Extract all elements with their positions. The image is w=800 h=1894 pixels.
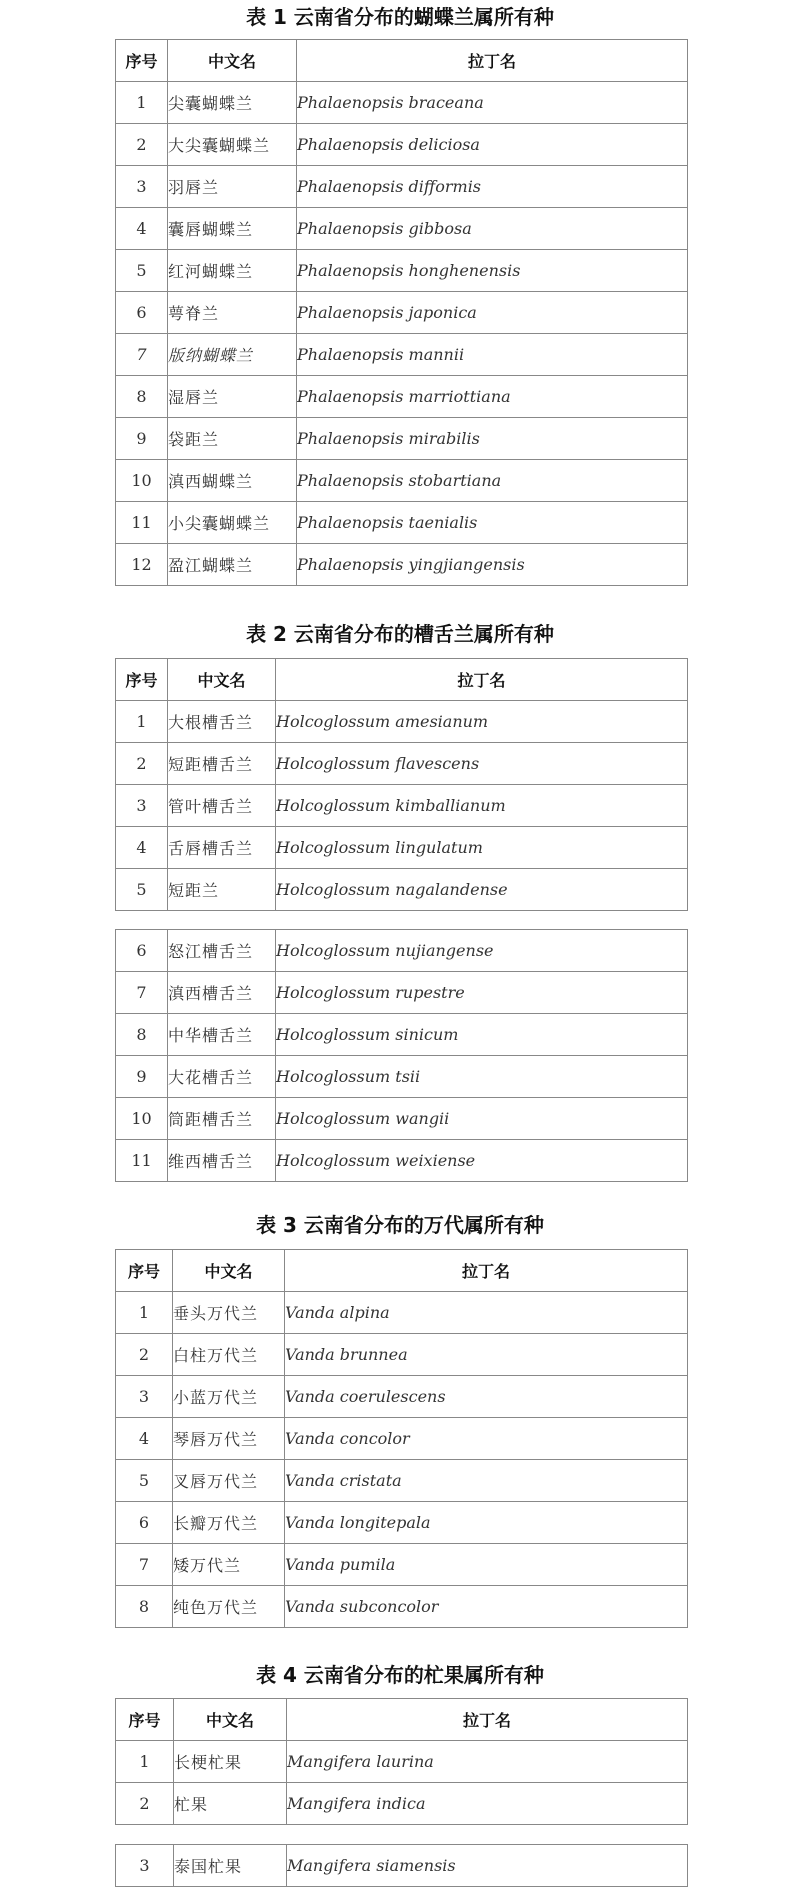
- cell-number: 8: [116, 1586, 173, 1628]
- cell-chinese-name: 袋距兰: [168, 418, 297, 460]
- cell-chinese-name: 小尖囊蝴蝶兰: [168, 502, 297, 544]
- cell-latin-name: Holcoglossum lingulatum: [276, 827, 688, 869]
- cell-number: 7: [116, 334, 168, 376]
- cell-number: 8: [116, 1014, 168, 1056]
- column-header-latin-name: 拉丁名: [287, 1699, 688, 1741]
- table-row: [116, 1460, 688, 1502]
- cell-number: 1: [116, 82, 168, 124]
- cell-number: 4: [116, 1418, 173, 1460]
- column-header-chinese-name: 中文名: [168, 659, 276, 701]
- cell-number: 2: [116, 1783, 174, 1825]
- cell-latin-name: Phalaenopsis mirabilis: [297, 418, 688, 460]
- table-row: [116, 743, 688, 785]
- cell-latin-name: Vanda subconcolor: [285, 1586, 688, 1628]
- cell-number: 7: [116, 1544, 173, 1586]
- cell-number: 6: [116, 930, 168, 972]
- cell-chinese-name: 尖囊蝴蝶兰: [168, 82, 297, 124]
- table-header-row: [116, 1250, 688, 1292]
- cell-number: 9: [116, 418, 168, 460]
- column-header-number: 序号: [116, 1250, 173, 1292]
- cell-chinese-name: 盈江蝴蝶兰: [168, 544, 297, 586]
- table-row: [116, 1544, 688, 1586]
- table-row: [116, 1334, 688, 1376]
- table-header-row: [116, 1699, 688, 1741]
- table-4: [115, 1698, 688, 1825]
- cell-latin-name: Holcoglossum amesianum: [276, 701, 688, 743]
- cell-chinese-name: 维西槽舌兰: [168, 1140, 276, 1182]
- table-row: [116, 1014, 688, 1056]
- table-row: [116, 930, 688, 972]
- cell-latin-name: Phalaenopsis stobartiana: [297, 460, 688, 502]
- cell-latin-name: Phalaenopsis yingjiangensis: [297, 544, 688, 586]
- cell-number: 1: [116, 701, 168, 743]
- cell-latin-name: Holcoglossum weixiense: [276, 1140, 688, 1182]
- cell-latin-name: Phalaenopsis gibbosa: [297, 208, 688, 250]
- cell-chinese-name: 大根槽舌兰: [168, 701, 276, 743]
- cell-chinese-name: 管叶槽舌兰: [168, 785, 276, 827]
- cell-number: 10: [116, 460, 168, 502]
- cell-latin-name: Holcoglossum nagalandense: [276, 869, 688, 911]
- cell-latin-name: Holcoglossum rupestre: [276, 972, 688, 1014]
- cell-latin-name: Vanda concolor: [285, 1418, 688, 1460]
- cell-chinese-name: 怒江槽舌兰: [168, 930, 276, 972]
- table-row: [116, 1586, 688, 1628]
- table-row: [116, 869, 688, 911]
- cell-latin-name: Phalaenopsis honghenensis: [297, 250, 688, 292]
- table-row: [116, 166, 688, 208]
- table-3-caption: 表 3 云南省分布的万代属所有种: [256, 1213, 544, 1237]
- cell-number: 1: [116, 1741, 174, 1783]
- cell-number: 11: [116, 502, 168, 544]
- cell-chinese-name: 杧果: [174, 1783, 287, 1825]
- cell-chinese-name: 滇西蝴蝶兰: [168, 460, 297, 502]
- column-header-latin-name: 拉丁名: [297, 40, 688, 82]
- table-2-caption: 表 2 云南省分布的槽舌兰属所有种: [246, 622, 554, 646]
- table-row: [116, 972, 688, 1014]
- cell-number: 4: [116, 208, 168, 250]
- table-row: [116, 460, 688, 502]
- cell-chinese-name: 长瓣万代兰: [173, 1502, 285, 1544]
- cell-latin-name: Holcoglossum flavescens: [276, 743, 688, 785]
- cell-chinese-name: 矮万代兰: [173, 1544, 285, 1586]
- table-row: [116, 124, 688, 166]
- cell-number: 2: [116, 1334, 173, 1376]
- cell-chinese-name: 版纳蝴蝶兰: [168, 334, 297, 376]
- table-row: [116, 701, 688, 743]
- cell-number: 10: [116, 1098, 168, 1140]
- column-header-chinese-name: 中文名: [174, 1699, 287, 1741]
- table-row: [116, 1056, 688, 1098]
- cell-chinese-name: 白柱万代兰: [173, 1334, 285, 1376]
- cell-latin-name: Phalaenopsis braceana: [297, 82, 688, 124]
- cell-number: 2: [116, 124, 168, 166]
- cell-latin-name: Mangifera indica: [287, 1783, 688, 1825]
- table-row: [116, 544, 688, 586]
- table-row: [116, 785, 688, 827]
- cell-chinese-name: 筒距槽舌兰: [168, 1098, 276, 1140]
- cell-chinese-name: 滇西槽舌兰: [168, 972, 276, 1014]
- cell-chinese-name: 泰国杧果: [174, 1845, 287, 1887]
- table-row: [116, 418, 688, 460]
- cell-number: 11: [116, 1140, 168, 1182]
- table-row: [116, 334, 688, 376]
- cell-latin-name: Vanda coerulescens: [285, 1376, 688, 1418]
- column-header-latin-name: 拉丁名: [285, 1250, 688, 1292]
- cell-number: 3: [116, 166, 168, 208]
- table-2-continued: [115, 929, 688, 1182]
- table-3: [115, 1249, 688, 1628]
- cell-latin-name: Phalaenopsis japonica: [297, 292, 688, 334]
- table-row: [116, 1502, 688, 1544]
- cell-latin-name: Vanda cristata: [285, 1460, 688, 1502]
- cell-number: 5: [116, 250, 168, 292]
- cell-number: 3: [116, 785, 168, 827]
- cell-number: 2: [116, 743, 168, 785]
- table-row: [116, 82, 688, 124]
- cell-number: 7: [116, 972, 168, 1014]
- column-header-number: 序号: [116, 1699, 174, 1741]
- table-row: [116, 208, 688, 250]
- cell-chinese-name: 红河蝴蝶兰: [168, 250, 297, 292]
- table-row: [116, 1098, 688, 1140]
- cell-latin-name: Phalaenopsis deliciosa: [297, 124, 688, 166]
- cell-number: 6: [116, 292, 168, 334]
- cell-latin-name: Holcoglossum sinicum: [276, 1014, 688, 1056]
- cell-chinese-name: 中华槽舌兰: [168, 1014, 276, 1056]
- cell-chinese-name: 囊唇蝴蝶兰: [168, 208, 297, 250]
- cell-number: 9: [116, 1056, 168, 1098]
- cell-chinese-name: 小蓝万代兰: [173, 1376, 285, 1418]
- cell-latin-name: Holcoglossum kimballianum: [276, 785, 688, 827]
- cell-latin-name: Vanda brunnea: [285, 1334, 688, 1376]
- cell-chinese-name: 短距槽舌兰: [168, 743, 276, 785]
- cell-latin-name: Holcoglossum nujiangense: [276, 930, 688, 972]
- cell-latin-name: Vanda pumila: [285, 1544, 688, 1586]
- cell-chinese-name: 湿唇兰: [168, 376, 297, 418]
- table-row: [116, 1741, 688, 1783]
- cell-chinese-name: 短距兰: [168, 869, 276, 911]
- table-1: [115, 39, 688, 586]
- table-row: [116, 1292, 688, 1334]
- cell-number: 1: [116, 1292, 173, 1334]
- cell-number: 8: [116, 376, 168, 418]
- table-header-row: [116, 40, 688, 82]
- column-header-number: 序号: [116, 40, 168, 82]
- column-header-number: 序号: [116, 659, 168, 701]
- cell-chinese-name: 羽唇兰: [168, 166, 297, 208]
- cell-latin-name: Mangifera siamensis: [287, 1845, 688, 1887]
- cell-chinese-name: 琴唇万代兰: [173, 1418, 285, 1460]
- table-row: [116, 502, 688, 544]
- cell-number: 3: [116, 1376, 173, 1418]
- table-row: [116, 1376, 688, 1418]
- column-header-latin-name: 拉丁名: [276, 659, 688, 701]
- column-header-chinese-name: 中文名: [173, 1250, 285, 1292]
- cell-latin-name: Phalaenopsis difformis: [297, 166, 688, 208]
- cell-latin-name: Mangifera laurina: [287, 1741, 688, 1783]
- cell-latin-name: Phalaenopsis mannii: [297, 334, 688, 376]
- cell-number: 5: [116, 1460, 173, 1502]
- table-row: [116, 1418, 688, 1460]
- column-header-chinese-name: 中文名: [168, 40, 297, 82]
- cell-latin-name: Phalaenopsis marriottiana: [297, 376, 688, 418]
- cell-chinese-name: 纯色万代兰: [173, 1586, 285, 1628]
- table-row: [116, 376, 688, 418]
- table-4-continued: [115, 1844, 688, 1887]
- cell-chinese-name: 大尖囊蝴蝶兰: [168, 124, 297, 166]
- table-header-row: [116, 659, 688, 701]
- table-1-caption: 表 1 云南省分布的蝴蝶兰属所有种: [246, 5, 554, 29]
- table-2: [115, 658, 688, 911]
- cell-number: 4: [116, 827, 168, 869]
- table-row: [116, 250, 688, 292]
- cell-chinese-name: 叉唇万代兰: [173, 1460, 285, 1502]
- cell-number: 6: [116, 1502, 173, 1544]
- table-row: [116, 1845, 688, 1887]
- cell-chinese-name: 萼脊兰: [168, 292, 297, 334]
- cell-number: 3: [116, 1845, 174, 1887]
- cell-latin-name: Holcoglossum wangii: [276, 1098, 688, 1140]
- cell-number: 12: [116, 544, 168, 586]
- cell-chinese-name: 长梗杧果: [174, 1741, 287, 1783]
- table-4-caption: 表 4 云南省分布的杧果属所有种: [256, 1663, 544, 1687]
- table-row: [116, 1140, 688, 1182]
- cell-chinese-name: 大花槽舌兰: [168, 1056, 276, 1098]
- cell-chinese-name: 舌唇槽舌兰: [168, 827, 276, 869]
- cell-latin-name: Vanda longitepala: [285, 1502, 688, 1544]
- cell-latin-name: Phalaenopsis taenialis: [297, 502, 688, 544]
- table-row: [116, 1783, 688, 1825]
- cell-latin-name: Vanda alpina: [285, 1292, 688, 1334]
- table-row: [116, 827, 688, 869]
- cell-chinese-name: 垂头万代兰: [173, 1292, 285, 1334]
- table-row: [116, 292, 688, 334]
- cell-number: 5: [116, 869, 168, 911]
- cell-latin-name: Holcoglossum tsii: [276, 1056, 688, 1098]
